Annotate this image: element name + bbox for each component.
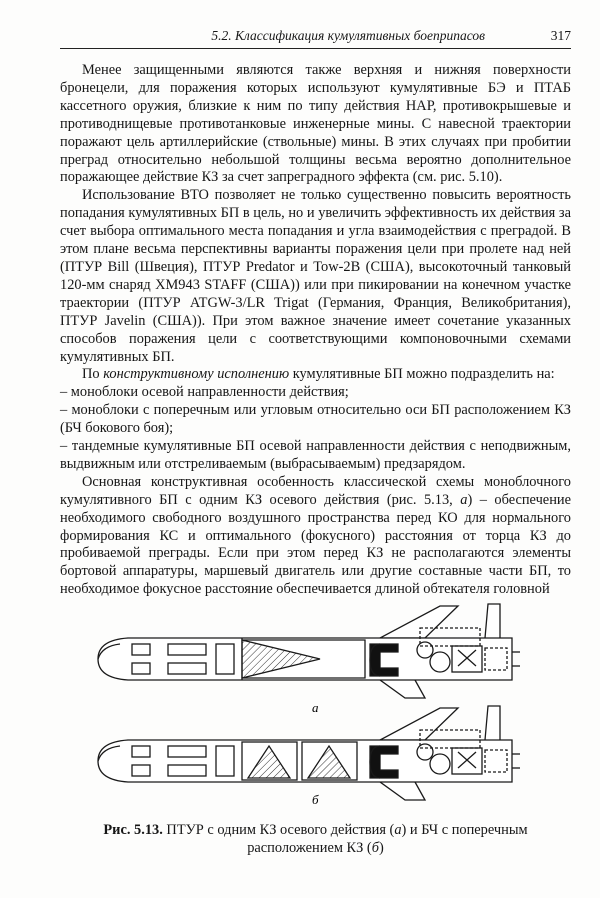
caption-a: а (394, 822, 402, 838)
missile-b-diagram (98, 706, 520, 800)
figure-caption (60, 821, 571, 857)
body-text (60, 62, 571, 599)
list-item: – моноблоки осевой направленности действия; (60, 384, 349, 401)
p3-end: кумулятивные БП можно подразделить на: (289, 366, 555, 383)
label-b: б (312, 792, 319, 807)
label-a: а (312, 700, 319, 715)
caption-text-1: ПТУР с одним КЗ осевого действия ( (162, 822, 395, 838)
p4-part-a: Основная конструктивная особенность классической схемы моноблочного кумулятивного БП с одним КЗ осевого действия (рис. 5.13, (60, 473, 571, 508)
caption-label: Рис. 5.13. (103, 822, 163, 838)
running-header (60, 26, 571, 49)
p4-fig-ref: а (460, 491, 468, 508)
paragraph-3 (60, 366, 571, 384)
paragraph-2: Использование ВТО позволяет не только существенно повысить вероятность попадания кумулятивных БП в цель, но и увеличить эффективность их действия за счет выбора оптимального места попадания и угла взаимодействия с преградой. В этом плане весьма перспективны варианты поражения цели при пролете над ней (ПТУР Bill (Швеция), ПТУР Predator и Tow-2B (США), высокоточный танковый 120-мм снаряд XM943 STAFF (США)) или при пикировании на конечном участке траектории (ПТУР ATGW-3/LR Trigat (Германия, Франция, Великобритания), ПТУР Javelin (США)). При этом важное значение имеет сочетание указанных способов поражения цели с соответствующими компоновочными схемами кумулятивных БП. (60, 187, 571, 365)
caption-text-2: ) и БЧ с поперечным расположением КЗ ( (247, 822, 528, 856)
missile-figure (80, 600, 540, 810)
p4-part-b: ) – обеспечение необходимого свободного воздушного пространства перед КО для нормального формирования КС и оптимального (фокусного) расстояния от торца КЗ до пробиваемой преграды. Если при этом перед КЗ не располагаются элементы бортовой аппаратуры, маршевый двигатель или другие составные части БП, то необходимое фокусное расстояние обеспечивается длиной обтекателя головной (60, 491, 571, 598)
paragraph-1: Менее защищенными являются также верхняя и нижняя поверхности бронецели, для поражения которых используют кумулятивные БЭ и ПТАБ кассетного оружия, близкие к ним по типу действия НАР, противокрышевые и противоднищевые противотанковые инженерные мины. С навесной траектории поражают цель артиллерийские (ствольные) мины. В этих случаях при пробитии преград относительно небольшой толщины весьма вероятно дополнительное поражающее действие КЗ за счет запреградного эффекта (см. рис. 5.10). (60, 62, 571, 186)
paragraph-4 (60, 474, 571, 599)
p3-emphasis: конструктивному исполнению (103, 366, 290, 383)
caption-b: б (371, 840, 379, 856)
list-item: – моноблоки с поперечным или угловым относительно оси БП расположением КЗ (БЧ бокового боя); (60, 402, 571, 437)
list-item: – тандемные кумулятивные БП осевой направленности действия с неподвижным, выдвижным или отстреливаемым (выбрасываемым) предзарядом. (60, 438, 571, 472)
section-title: 5.2. Классификация кумулятивных боеприпасов (211, 28, 485, 43)
caption-text-3: ) (378, 840, 384, 856)
page-number: 317 (550, 28, 571, 43)
missile-a-diagram (98, 604, 520, 698)
p3-start: По (82, 366, 104, 383)
